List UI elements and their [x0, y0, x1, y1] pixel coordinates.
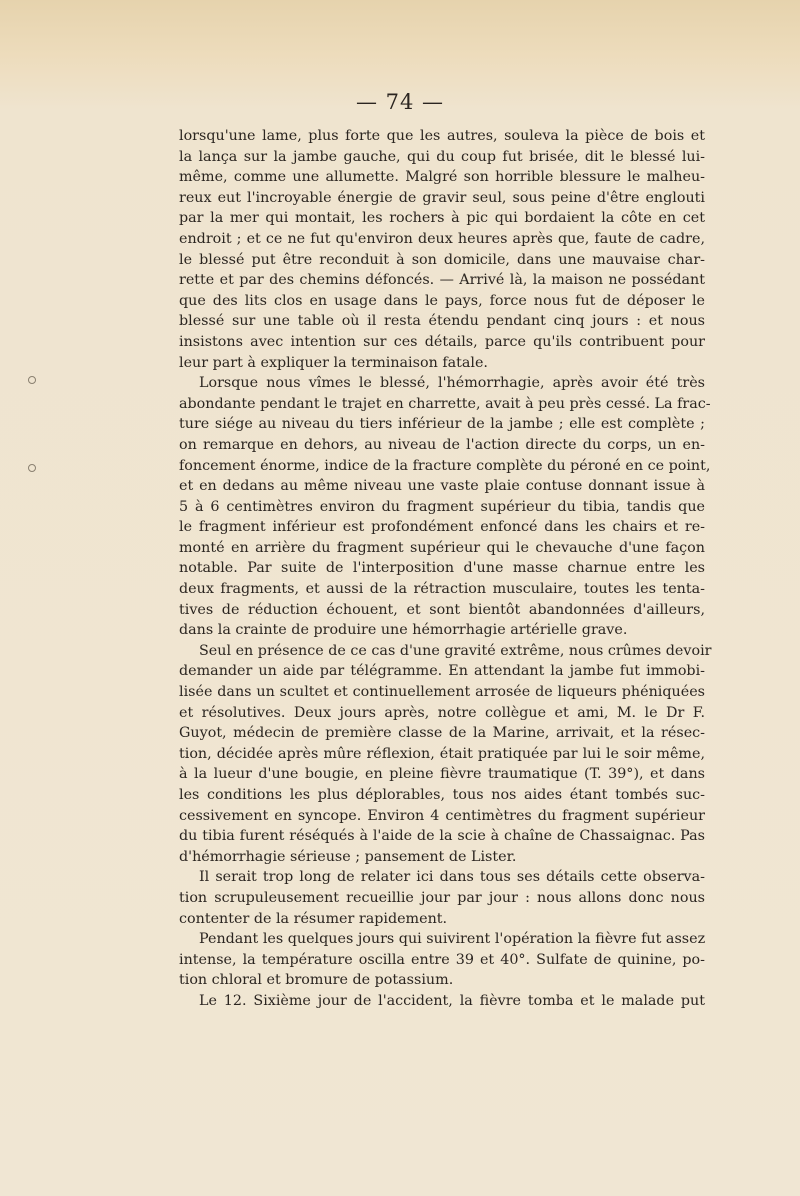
text-line: Le 12. Sixième jour de l'accident, la fièvre tomba et le malade put: [199, 992, 705, 1009]
text-line: blessé sur une table où il resta étendu pendant cinq jours : et nous: [179, 313, 705, 330]
text-line: tives de réduction échouent, et sont bientôt abandonnées d'ailleurs,: [179, 601, 705, 618]
text-line: tion, décidée après mûre réflexion, était pratiquée par lui le soir même,: [179, 745, 705, 762]
text-line: même, comme une allumette. Malgré son horrible blessure le malheu-: [179, 169, 705, 186]
text-line: la lança sur la jambe gauche, qui du coup fut brisée, dit le blessé lui-: [179, 148, 705, 165]
text-line: tion scrupuleusement recueillie jour par jour : nous allons donc nous: [179, 889, 705, 906]
text-line: Lorsque nous vîmes le blessé, l'hémorrhagie, après avoir été très: [199, 375, 705, 392]
text-line: ture siége au niveau du tiers inférieur de la jambe ; elle est complète ;: [179, 416, 705, 433]
text-line: dans la crainte de produire une hémorrhagie artérielle grave.: [179, 622, 628, 639]
text-line: d'hémorrhagie sérieuse ; pansement de Lister.: [179, 848, 517, 865]
text-line: reux eut l'incroyable énergie de gravir seul, sous peine d'être englouti: [179, 189, 705, 206]
text-line: Pendant les quelques jours qui suivirent l'opération la fièvre fut assez: [199, 931, 706, 948]
text-line: tion chloral et bromure de potassium.: [179, 972, 454, 989]
text-line: cessivement en syncope. Environ 4 centimètres du fragment supérieur: [179, 807, 705, 824]
text-line: on remarque en dehors, au niveau de l'action directe du corps, un en-: [179, 436, 705, 453]
text-line: monté en arrière du fragment supérieur qui le chevauche d'une façon: [179, 539, 705, 556]
text-line: foncement énorme, indice de la fracture complète du péroné en ce point,: [179, 457, 711, 474]
text-line: leur part à expliquer la terminaison fatale.: [179, 354, 488, 371]
text-line: rette et par des chemins défoncés. — Arrivé là, la maison ne possédant: [179, 272, 705, 289]
text-line: du tibia furent réséqués à l'aide de la scie à chaîne de Chassaignac. Pas: [179, 828, 705, 845]
text-line: le blessé put être reconduit à son domicile, dans une mauvaise char-: [179, 251, 705, 268]
margin-mark: [28, 464, 36, 472]
text-line: le fragment inférieur est profondément enfoncé dans les chairs et re-: [179, 519, 705, 536]
text-line: endroit ; et ce ne fut qu'environ deux heures après que, faute de cadre,: [179, 230, 705, 247]
text-line: que des lits clos en usage dans le pays, force nous fut de déposer le: [179, 292, 705, 309]
text-line: lorsqu'une lame, plus forte que les autres, souleva la pièce de bois et: [179, 128, 705, 144]
text-line: deux fragments, et aussi de la rétraction musculaire, toutes les tenta-: [179, 581, 705, 598]
text-line: demander un aide par télégramme. En attendant la jambe fut immobi-: [179, 663, 705, 680]
text-line: à la lueur d'une bougie, en pleine fièvre traumatique (T. 39°), et dans: [179, 766, 705, 783]
text-line: les conditions les plus déplorables, tous nos aides étant tombés suc-: [179, 787, 705, 803]
text-line: Guyot, médecin de première classe de la Marine, arrivait, et la résec-: [179, 725, 705, 742]
text-line: notable. Par suite de l'interposition d'une masse charnue entre les: [179, 560, 705, 577]
margin-mark: [28, 376, 36, 384]
page-number: — 74 —: [355, 90, 445, 114]
text-line: par la mer qui montait, les rochers à pic qui bordaient la côte en cet: [179, 210, 705, 227]
text-line: Il serait trop long de relater ici dans tous ses détails cette observa-: [199, 869, 705, 886]
text-line: lisée dans un scultet et continuellement arrosée de liqueurs phéniquées: [179, 684, 705, 701]
body-text: [179, 126, 712, 1012]
text-line: 5 à 6 centimètres environ du fragment supérieur du tibia, tandis que: [179, 498, 705, 515]
text-line: contenter de la résumer rapidement.: [179, 910, 448, 927]
text-line: intense, la température oscilla entre 39 et 40°. Sulfate de quinine, po-: [179, 951, 705, 968]
text-line: et résolutives. Deux jours après, notre collègue et ami, M. le Dr F.: [179, 704, 705, 721]
text-line: Seul en présence de ce cas d'une gravité extrême, nous crûmes devoir: [199, 642, 712, 659]
text-line: et en dedans au même niveau une vaste plaie contuse donnant issue à: [179, 478, 705, 495]
text-line: insistons avec intention sur ces détails, parce qu'ils contribuent pour: [179, 333, 705, 350]
text-line: abondante pendant le trajet en charrette, avait à peu près cessé. La frac-: [179, 395, 711, 412]
